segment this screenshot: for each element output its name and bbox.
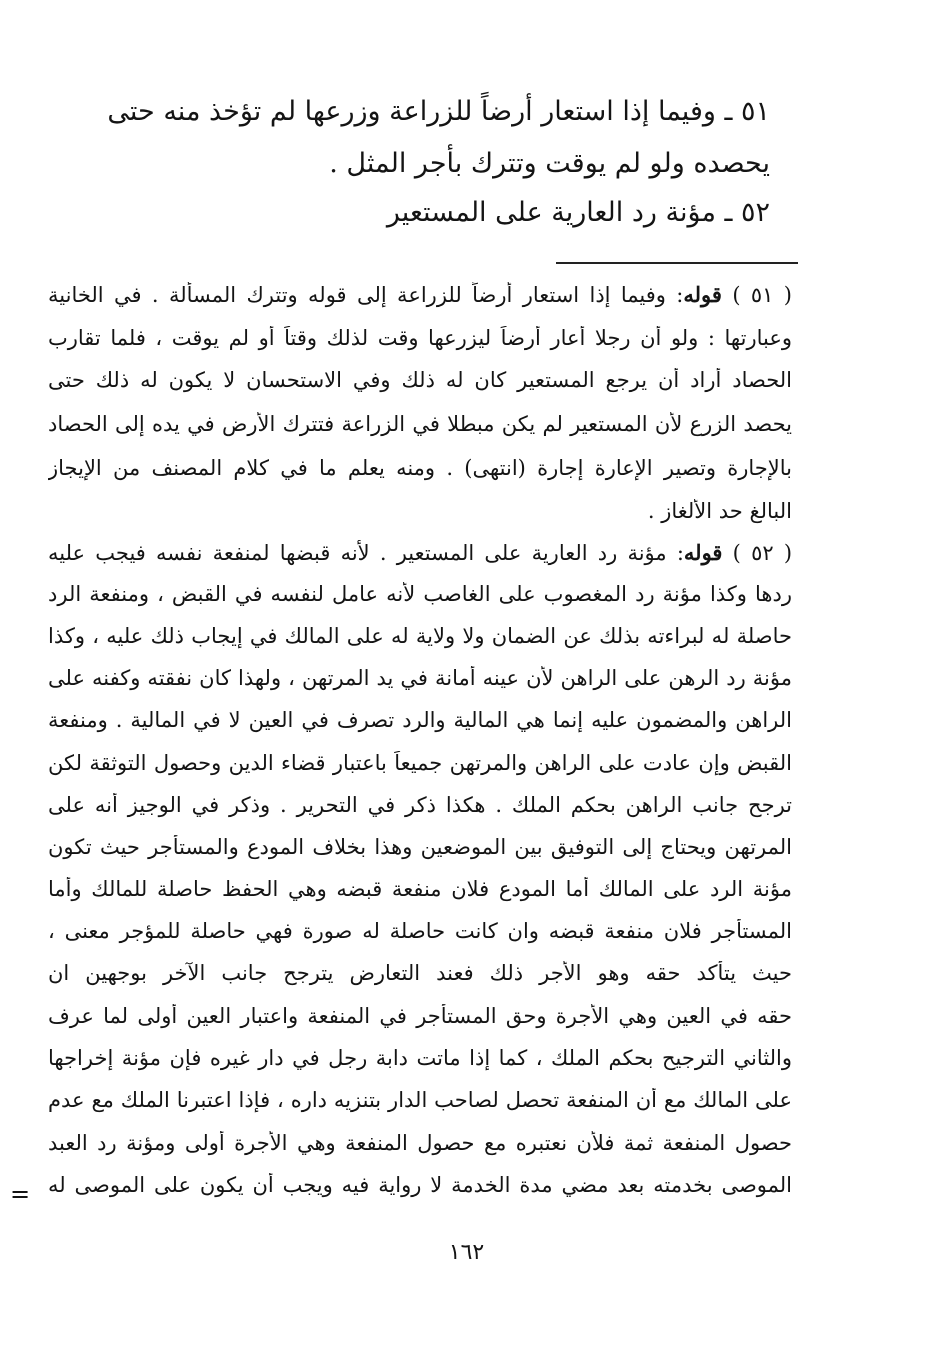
note-52-line-12: حقه في العين وهي الأجرة وحق المستأجر في المنفعة واعتبار العين أولى لما عرف [48, 1004, 792, 1028]
note-52-line-2: ردها وكذا مؤنة رد المغصوب على الغاصب لأنه عامل لنفسه في القبض ، ومنفعة الرد [48, 582, 792, 606]
note-52-line-8: المرتهن ويحتاج إلى التوفيق بين الموضعين وهذا بخلاف المودع والمستأجر حيث تكون [48, 835, 792, 859]
note-51-line-2: وعبارتها : ولو أن رجلا أعار أرضاً ليزرعها وقت لذلك وقتاً أو لم يوقت ، فلما تقارب [48, 326, 792, 350]
main-line-52: ٥٢ ـ مؤنة رد العارية على المستعير [386, 197, 770, 228]
note-52-line-1 [48, 540, 792, 580]
note-51-label: قوله [683, 282, 722, 307]
note-52-line-7: ترجح جانب الراهن بحكم الملك . هكذا ذكر في التحرير . وذكر في الوجيز أنه على [48, 793, 792, 817]
note-52-text-1: : مؤنة رد العارية على المستعير . لأنه قبضها لمنفعة نفسه فيجب عليه [48, 541, 684, 565]
main-line-51-cont: يحصده ولو لم يوقت وتترك بأجر المثل . [329, 148, 770, 179]
note-52-line-15: حصول المنفعة ثمة فلأن نعتبره مع حصول المنفعة وهي الأجرة أولى ومؤنة رد العبد [48, 1131, 792, 1155]
note-52-line-14: على المالك مع أن المنفعة تحصل لصاحب الدار بتنزيه داره ، فإذا اعتبرنا الملك مع عدم [48, 1088, 792, 1112]
note-51-line-4: يحصد الزرع لأن المستعير لم يكن مبطلا في الزراعة فتترك الأرض في يده إلى الحصاد [48, 412, 792, 436]
note-51-text-1: : وفيما إذا استعار أرضاً للزراعة إلى قوله وتترك المسألة . في الخانية [48, 283, 684, 307]
note-52-line-3: حاصلة له لبراءته بذلك عن الضمان ولا ولاية له على المالك في إيجاب ذلك عليه ، وكذا [48, 624, 792, 648]
note-51-line-1 [48, 282, 792, 322]
main-line-51: ٥١ ـ وفيما إذا استعار أرضاً للزراعة وزرعها لم تؤخذ منه حتى [107, 96, 770, 127]
page-number: ١٦٢ [448, 1240, 485, 1265]
note-51-line-6: البالغ حد الألغاز . [647, 499, 792, 523]
note-52-line-11: حيث يتأكد حقه وهو الأجر ذلك فعند التعارض يترجح جانب الآخر بوجهين ان [48, 961, 792, 985]
note-52-line-9: مؤنة الرد على المالك أما المودع فلان منفعة قبضه وهي الحفظ حاصلة للمالك وأما [48, 877, 792, 901]
note-51-line-5: بالإجارة وتصير الإعارة إجارة (انتهى) . ومنه يعلم ما في كلام المصنف من الإيجاز [48, 456, 792, 480]
note-51-number: ( ٥١ ) [732, 283, 792, 307]
note-52-line-16: الموصى بخدمته بعد مضي مدة الخدمة لا رواية فيه ويجب أن يكون على الموصى له [48, 1173, 792, 1197]
continuation-mark: = [10, 1180, 31, 1208]
note-52-line-4: مؤنة رد الرهن على الراهن لأن عينه أمانة في يد المرتهن ، ولهذا كان نفقته وكفنه على [48, 666, 792, 690]
note-52-line-5: الراهن والمضمون عليه إنما هي المالية والرد تصرف في العين لا في المالية . ومنفعة [48, 708, 792, 732]
footnote-separator [556, 262, 798, 264]
note-52-line-13: والثاني الترجيح بحكم الملك ، كما إذا ماتت دابة رجل في دار غيره فإن مؤنة إخراجها [48, 1046, 792, 1070]
note-52-number: ( ٥٢ ) [732, 541, 792, 565]
note-51-line-3: الحصاد أراد أن يرجع المستعير كان له ذلك وفي الاستحسان لا يكون له ذلك حتى [48, 368, 792, 392]
note-52-line-6: القبض وإن عادت على الراهن والمرتهن جميعاً باعتبار قضاء الدين وحصول التوثقة لكن [48, 751, 792, 775]
note-52-line-10: المستأجر فلان منفعة قبضه وان كانت حاصلة له صورة فهي حاصلة للمؤجر معنى ، [48, 919, 792, 943]
note-52-label: قوله [683, 540, 723, 565]
